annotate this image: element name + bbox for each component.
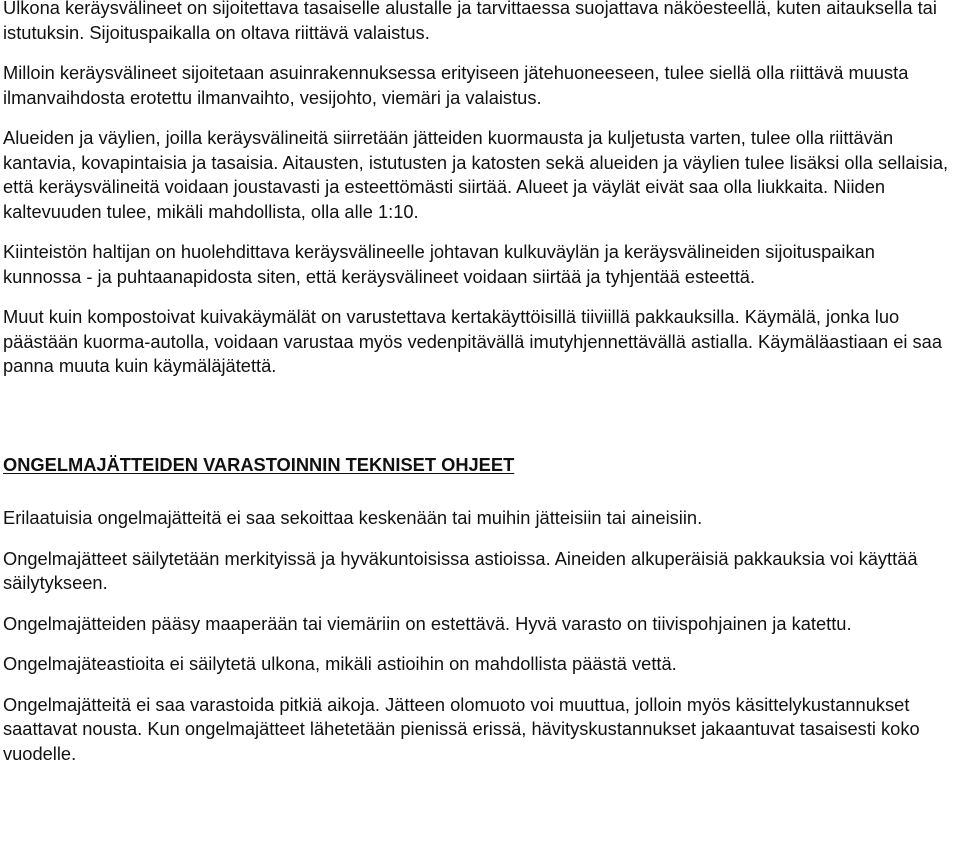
paragraph-containers: Ongelmajätteet säilytetään merkityissä ja hyväkuntoisissa astioissa. Aineiden alkuperäisiä pakkauksia voi käyttää säilytykseen. xyxy=(3,547,918,593)
paragraph-storage-time: Ongelmajätteitä ei saa varastoida pitkiä aikoja. Jätteen olomuoto voi muuttua, jolloin myös käsittelykustannukset saattavat nousta. Kun ongelmajätteet lähetetään pienissä erissä, hävityskustannukset jakaantuvat tasaisesti koko vuodelle. xyxy=(3,693,920,764)
paragraph-ground-protection: Ongelmajätteiden pääsy maaperään tai viemäriin on estettävä. Hyvä varasto on tiivispohjainen ja katettu. xyxy=(3,612,852,634)
paragraph-areas-and-paths: Alueiden ja väylien, joilla keräysvälineitä siirretään jätteiden kuormausta ja kuljetusta varten, tulee olla riittävän kantavia, kovapintaisia ja tasaisia. Aitausten, istutusten ja katosten sekä alueiden ja väylien tulee lisäksi olla sellaisia, että keräysvälineitä voidaan joustavasti ja esteettömästi siirtää. Alueet ja väylät eivät saa olla liukkaita. Niiden kaltevuuden tulee, mikäli mahdollista, olla alle 1:10. xyxy=(3,127,949,222)
paragraph-property-owner: Kiinteistön haltijan on huolehdittava keräysvälineelle johtavan kulkuväylän ja keräysvälineiden sijoituspaikan kunnossa - ja puhtaanapidosta siten, että keräysvälineet voidaan siirtää ja tyhjentää esteettä. xyxy=(3,241,875,287)
paragraph-no-mixing: Erilaatuisia ongelmajätteitä ei saa sekoittaa keskenään tai muihin jätteisiin tai aineisiin. xyxy=(3,507,703,528)
section-heading: ONGELMAJÄTTEIDEN VARASTOINNIN TEKNISET OHJEET xyxy=(3,453,515,475)
paragraph-outdoor-storage: Ongelmajäteastioita ei säilytetä ulkona, mikäli astioihin on mahdollista päästä vettä. xyxy=(3,653,677,674)
document-page xyxy=(3,0,957,766)
paragraph-outdoor-placement: Ulkona keräysvälineet on sijoitettava tasaiselle alustalle ja tarvittaessa suojattava näköesteellä, kuten aitauksella tai istutuksin. Sijoituspaikalla on oltava riittävä valaistus. xyxy=(3,0,937,43)
paragraph-waste-room: Milloin keräysvälineet sijoitetaan asuinrakennuksessa erityiseen jätehuoneeseen, tulee siellä olla riittävä muusta ilmanvaihdosta erotettu ilmanvaihto, vesijohto, viemäri ja valaistus. xyxy=(3,62,909,108)
paragraph-dry-toilets: Muut kuin kompostoivat kuivakäymälät on varustettava kertakäyttöisillä tiiviillä pakkauksilla. Käymälä, jonka luo päästään kuorma-autolla, voidaan varustaa myös vedenpitävällä imutyhjennettävällä astialla. Käymäläastiaan ei saa panna muuta kuin käymäläjätettä. xyxy=(3,306,942,376)
